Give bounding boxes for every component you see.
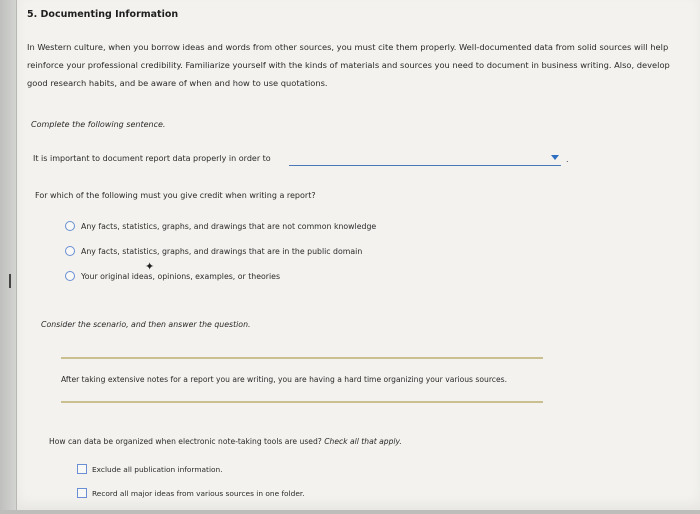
divider-bottom bbox=[61, 401, 543, 403]
assignment-page bbox=[16, 0, 700, 510]
radio-option-3[interactable] bbox=[65, 271, 280, 281]
mouse-cursor-icon: ✦ bbox=[145, 260, 155, 273]
radio-button-icon[interactable] bbox=[65, 246, 75, 256]
question-2-main: How can data be organized when electronic note-taking tools are used? bbox=[49, 437, 322, 446]
divider-top bbox=[61, 357, 543, 359]
radio-button-icon[interactable] bbox=[65, 271, 75, 281]
radio-option-2[interactable] bbox=[65, 246, 362, 256]
sentence-stem: It is important to document report data properly in order to bbox=[33, 154, 271, 163]
section-title: 5. Documenting Information bbox=[27, 9, 179, 20]
radio-option-label: Any facts, statistics, graphs, and drawings that are not common knowledge bbox=[81, 221, 377, 231]
chevron-down-icon[interactable] bbox=[551, 155, 559, 160]
complete-sentence-prompt: Complete the following sentence. bbox=[31, 120, 166, 129]
sentence-dropdown[interactable] bbox=[289, 153, 561, 166]
section-intro: In Western culture, when you borrow ideas and words from other sources, you must cite them properly. Well-documented data from solid sources will help reinforce your professional credibility. Familiarize yourself with the kinds of materials and sources you need to document in business writing. Also, develop good research habits, and be aware of when and how to use quotations. bbox=[27, 42, 670, 88]
question-2-hint: Check all that apply. bbox=[324, 437, 402, 446]
checkbox-icon[interactable] bbox=[77, 464, 87, 474]
page-bottom-edge bbox=[0, 510, 700, 514]
edge-mark bbox=[9, 274, 11, 288]
radio-option-label: Your original ideas, opinions, examples, or theories bbox=[81, 271, 281, 281]
scenario-prompt: Consider the scenario, and then answer the question. bbox=[41, 320, 251, 329]
radio-option-label: Any facts, statistics, graphs, and drawings that are in the public domain bbox=[81, 246, 363, 256]
scenario-text: After taking extensive notes for a report you are writing, you are having a hard time organizing your various sources. bbox=[61, 375, 507, 384]
question-2-text bbox=[49, 437, 402, 446]
checkbox-option-label: Record all major ideas from various sources in one folder. bbox=[92, 488, 305, 498]
radio-option-1[interactable] bbox=[65, 221, 376, 231]
checkbox-icon[interactable] bbox=[77, 488, 87, 498]
checkbox-option-1[interactable] bbox=[77, 464, 223, 474]
question-1-text: For which of the following must you give credit when writing a report? bbox=[35, 191, 316, 200]
checkbox-option-2[interactable] bbox=[77, 488, 305, 498]
desk-edge bbox=[0, 0, 16, 514]
radio-button-icon[interactable] bbox=[65, 221, 75, 231]
checkbox-option-label: Exclude all publication information. bbox=[92, 464, 223, 474]
sentence-period: . bbox=[566, 155, 569, 164]
